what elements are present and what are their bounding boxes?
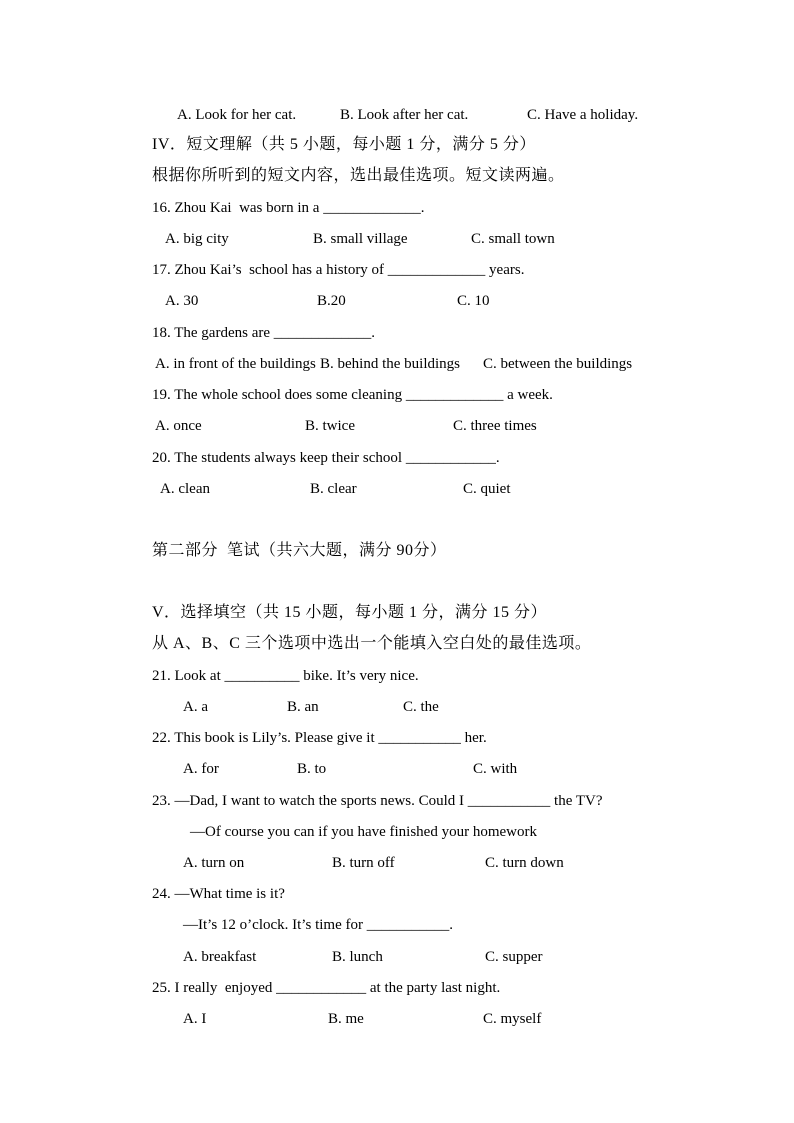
question-19-options xyxy=(0,415,794,437)
q22-option-c: C. with xyxy=(473,761,518,777)
question-23-stem-line2-text: —Of course you can if you have finished your homework xyxy=(190,824,537,840)
q22-option-a: A. for xyxy=(183,761,219,777)
question-21-stem xyxy=(0,665,794,687)
question-25-stem xyxy=(0,977,794,999)
question-23-options xyxy=(0,852,794,874)
q24-option-c: C. supper xyxy=(485,949,543,965)
question-22-stem xyxy=(0,727,794,749)
q23-option-a: A. turn on xyxy=(183,855,245,871)
question-24-stem xyxy=(0,883,794,905)
question-21-stem-text: 21. Look at __________ bike. It’s very nice. xyxy=(152,668,419,684)
q19-option-c: C. three times xyxy=(453,418,537,434)
section-iv-heading-text: IV．短文理解（共 5 小题，每小题 1 分，满分 5 分） xyxy=(152,136,536,153)
question-17-stem xyxy=(0,259,794,281)
question-16-stem xyxy=(0,197,794,219)
section-iv-heading xyxy=(0,134,794,156)
q21-option-b: B. an xyxy=(287,699,319,715)
question-20-options xyxy=(0,478,794,500)
q17-option-a: A. 30 xyxy=(165,293,199,309)
q17-option-c: C. 10 xyxy=(457,293,490,309)
question-16-stem-text: 16. Zhou Kai was born in a _____________. xyxy=(152,200,425,216)
question-25-stem-text: 25. I really enjoyed ____________ at the party last night. xyxy=(152,980,501,996)
q17-option-b: B.20 xyxy=(317,293,346,309)
question-23-stem xyxy=(0,790,794,812)
question-20-stem-text: 20. The students always keep their school ____________. xyxy=(152,450,500,466)
q25-option-b: B. me xyxy=(328,1011,364,1027)
question-22-stem-text: 22. This book is Lily’s. Please give it ___________ her. xyxy=(152,730,487,746)
question-18-stem-text: 18. The gardens are _____________. xyxy=(152,325,376,341)
question-19-stem xyxy=(0,384,794,406)
question-24-stem-line2-text: —It’s 12 o’clock. It’s time for ___________. xyxy=(183,917,453,933)
q22-option-b: B. to xyxy=(297,761,327,777)
q15-option-c: C. Have a holiday. xyxy=(527,107,639,123)
section-iv-instruction-text: 根据你所听到的短文内容，选出最佳选项。短文读两遍。 xyxy=(152,167,565,184)
q15-option-a: A. Look for her cat. xyxy=(177,107,297,123)
q23-option-c: C. turn down xyxy=(485,855,564,871)
q25-option-c: C. myself xyxy=(483,1011,542,1027)
q21-option-a: A. a xyxy=(183,699,208,715)
q18-option-c: C. between the buildings xyxy=(483,356,633,372)
q16-option-b: B. small village xyxy=(313,231,408,247)
q18-option-b: B. behind the buildings xyxy=(320,356,460,372)
section-v-heading-text: V．选择填空（共 15 小题，每小题 1 分，满分 15 分） xyxy=(152,604,548,621)
q15-options-row xyxy=(0,104,794,126)
question-18-stem xyxy=(0,322,794,344)
q24-option-a: A. breakfast xyxy=(183,949,257,965)
q19-option-b: B. twice xyxy=(305,418,355,434)
section-v-instruction-text: 从 A、B、C 三个选项中选出一个能填入空白处的最佳选项。 xyxy=(152,635,592,652)
question-16-options xyxy=(0,228,794,250)
question-19-stem-text: 19. The whole school does some cleaning _____________ a week. xyxy=(152,387,553,403)
q21-option-c: C. the xyxy=(403,699,439,715)
part2-heading xyxy=(0,540,794,562)
q16-option-a: A. big city xyxy=(165,231,229,247)
question-23-stem-line2 xyxy=(0,821,794,843)
q23-option-b: B. turn off xyxy=(332,855,395,871)
q24-option-b: B. lunch xyxy=(332,949,383,965)
question-21-options xyxy=(0,696,794,718)
section-v-heading xyxy=(0,602,794,624)
q18-option-a: A. in front of the buildings xyxy=(155,356,316,372)
part2-heading-text: 第二部分 笔试（共六大题，满分 90分） xyxy=(152,542,447,559)
question-24-options xyxy=(0,946,794,968)
question-22-options xyxy=(0,758,794,780)
question-17-options xyxy=(0,290,794,312)
question-18-options xyxy=(0,353,794,375)
q16-option-c: C. small town xyxy=(471,231,555,247)
question-24-stem-line2 xyxy=(0,914,794,936)
q20-option-c: C. quiet xyxy=(463,481,511,497)
q25-option-a: A. I xyxy=(183,1011,207,1027)
question-24-stem-text: 24. —What time is it? xyxy=(152,886,285,902)
question-23-stem-text: 23. —Dad, I want to watch the sports news. Could I ___________ the TV? xyxy=(152,793,603,809)
section-iv-instruction xyxy=(0,165,794,187)
question-25-options xyxy=(0,1008,794,1030)
q19-option-a: A. once xyxy=(155,418,202,434)
q20-option-b: B. clear xyxy=(310,481,357,497)
section-v-instruction xyxy=(0,633,794,655)
q15-option-b: B. Look after her cat. xyxy=(340,107,469,123)
question-17-stem-text: 17. Zhou Kai’s school has a history of _____________ years. xyxy=(152,262,525,278)
question-20-stem xyxy=(0,447,794,469)
q20-option-a: A. clean xyxy=(160,481,210,497)
